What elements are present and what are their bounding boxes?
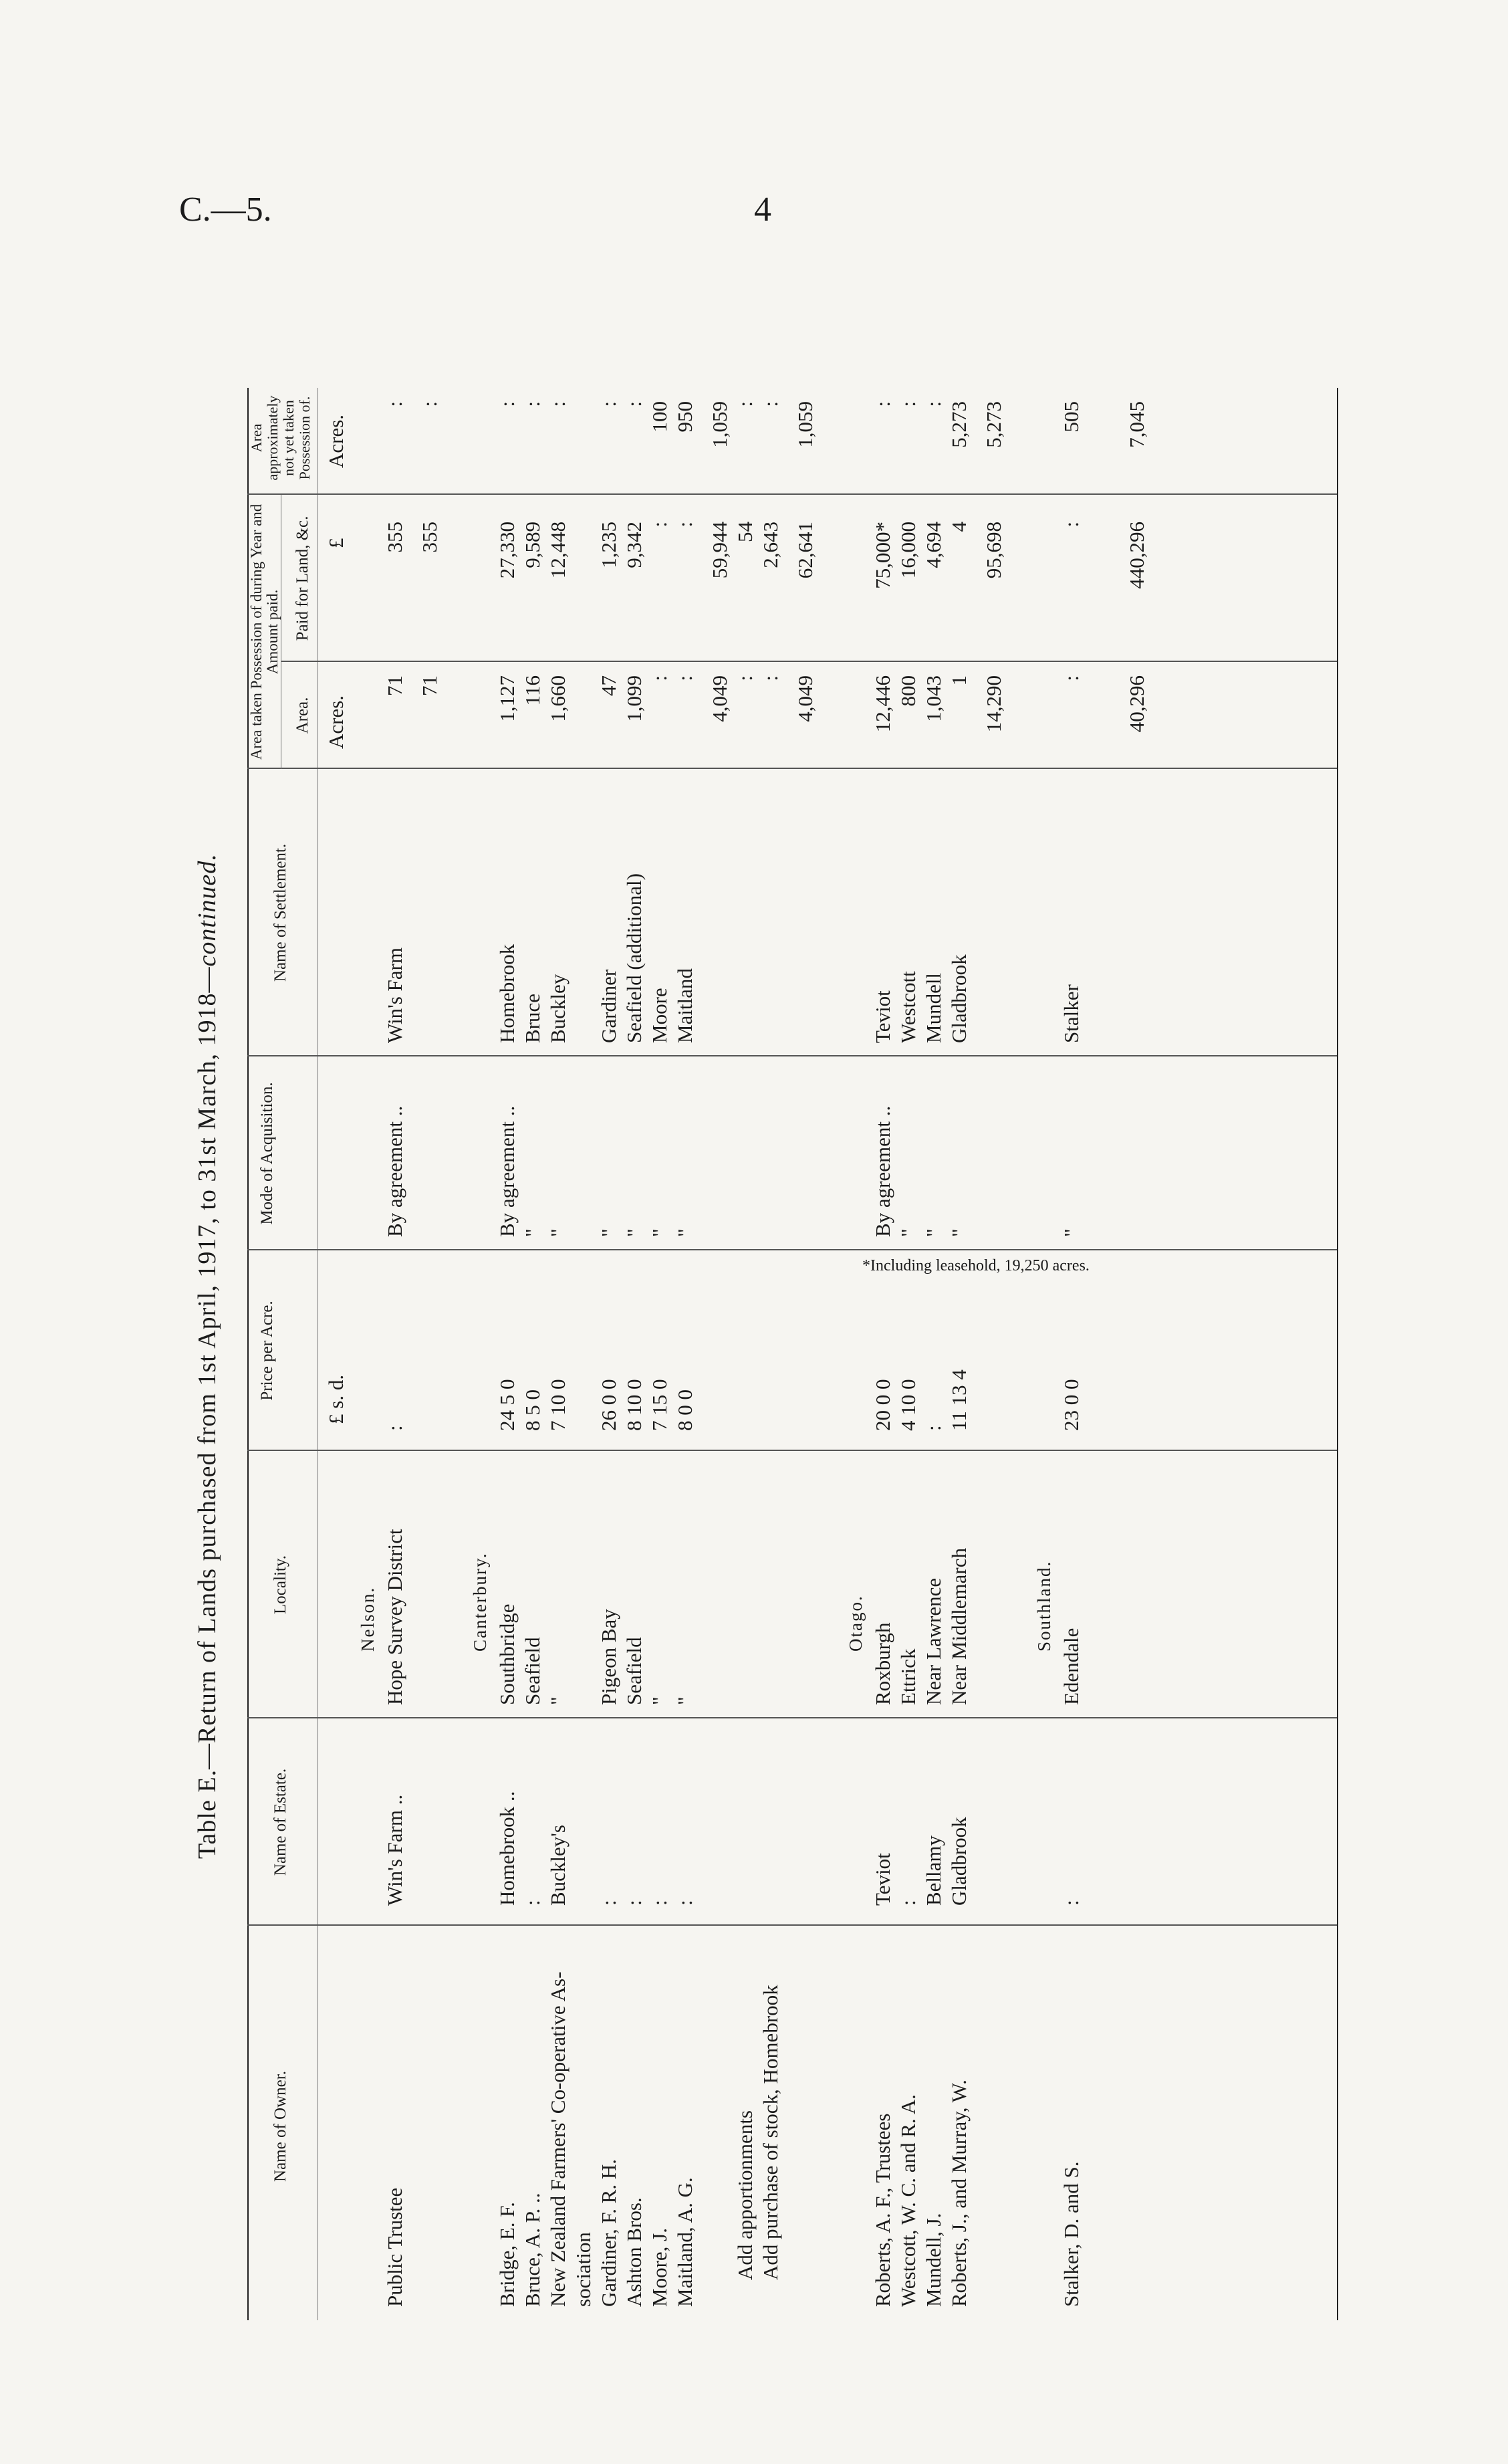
header-locality: Locality.	[271, 1555, 289, 1614]
cell-estate: Buckley's	[546, 1825, 570, 1906]
table-row	[622, 254, 646, 2394]
cell-paid: 1,235	[597, 522, 620, 568]
header-paid: Paid for Land, &c.	[293, 516, 311, 641]
cell-remaining: 100	[648, 401, 671, 433]
cell-locality: Seafield	[521, 1637, 544, 1705]
cell-price: 8 10 0	[622, 1379, 646, 1431]
grand-total-row-remaining: 7,045	[1125, 401, 1148, 448]
adjustment-paid: 2,643	[759, 522, 782, 568]
table-row	[922, 254, 946, 2394]
cell-mode: "	[673, 1228, 697, 1237]
cell-area: 12,446	[871, 675, 894, 733]
cell-owner: Roberts, A. F., Trustees	[871, 2113, 894, 2307]
cell-remaining: :	[896, 401, 920, 407]
cell-settlement: Teviot	[871, 990, 894, 1043]
cell-locality: Seafield	[622, 1637, 646, 1705]
grand-total-row-area: 40,296	[1125, 675, 1148, 733]
cell-owner: Roberts, J., and Murray, W.	[947, 2080, 971, 2307]
cell-price: :	[383, 1425, 406, 1431]
table-row	[1059, 254, 1084, 2394]
rule-bottom	[1337, 388, 1338, 2320]
cell-remaining: :	[383, 401, 406, 407]
cell-owner: Stalker, D. and S.	[1059, 2161, 1083, 2307]
cell-estate: Homebrook ..	[495, 1791, 519, 1906]
cell-paid: 9,589	[521, 522, 544, 568]
cell-mode: "	[648, 1228, 671, 1237]
cell-remaining: 505	[1059, 401, 1083, 433]
cell-estate: Teviot	[871, 1853, 894, 1906]
cell-mode: By agreement ..	[871, 1105, 894, 1237]
header-area: Area.	[293, 697, 311, 734]
subtotal-row-remaining: 1,059	[708, 401, 731, 448]
cell-remaining: :	[922, 401, 945, 407]
cell-settlement: Westcott	[896, 971, 920, 1043]
grand-total-row	[1125, 254, 1149, 2394]
header-mode: Mode of Acquisition.	[258, 1082, 276, 1225]
cell-mode: "	[622, 1228, 646, 1237]
cell-remaining: :	[597, 401, 620, 407]
cell-price: 8 5 0	[521, 1389, 544, 1431]
table-row	[896, 254, 920, 2394]
cell-price: 7 10 0	[546, 1379, 570, 1431]
col-divider-5	[247, 1055, 1337, 1056]
unit-paid: £	[324, 538, 348, 548]
cell-estate: :	[1059, 1900, 1083, 1906]
page-reference: C.—5.	[179, 191, 272, 229]
cell-locality: Near Middlemarch	[947, 1548, 971, 1705]
cell-owner: Gardiner, F. R. H.	[597, 2159, 620, 2307]
cell-locality: Edendale	[1059, 1628, 1083, 1705]
cell-locality: "	[673, 1696, 697, 1705]
cell-settlement: Win's Farm	[383, 947, 406, 1043]
rotated-table	[174, 254, 1364, 2394]
cell-owner: Bridge, E. F.	[495, 2202, 519, 2307]
cell-paid: 16,000	[896, 522, 920, 579]
cell-locality: Pigeon Bay	[597, 1609, 620, 1705]
cell-remaining: 5,273	[947, 401, 971, 448]
cell-paid: :	[648, 522, 671, 528]
cell-locality: Near Lawrence	[922, 1577, 945, 1705]
cell-paid: 4	[947, 522, 971, 532]
cell-remaining: :	[521, 401, 544, 407]
cell-mode: "	[947, 1228, 971, 1237]
cell-settlement: Mundell	[922, 972, 945, 1043]
cell-estate: :	[896, 1900, 920, 1906]
cell-mode: "	[546, 1228, 570, 1237]
cell-settlement: Stalker	[1059, 984, 1083, 1043]
cell-estate: :	[648, 1900, 671, 1906]
cell-settlement: Homebrook	[495, 943, 519, 1043]
cell-mode: "	[521, 1228, 544, 1237]
section-total-row	[418, 254, 442, 2394]
table-row	[871, 254, 895, 2394]
cell-paid: 12,448	[546, 522, 570, 579]
cell-price: 8 0 0	[673, 1389, 697, 1431]
cell-locality: "	[648, 1696, 671, 1705]
col-divider-8	[247, 493, 1337, 495]
cell-area: 1,043	[922, 675, 945, 722]
subtotal-row-paid: 59,944	[708, 522, 731, 579]
col-divider-3	[247, 1450, 1337, 1451]
header-owner: Name of Owner.	[271, 2071, 289, 2182]
table-title	[193, 853, 222, 1859]
cell-mode: "	[1059, 1228, 1083, 1237]
section-heading: Canterbury.	[470, 1552, 490, 1652]
section-total-row-area: 14,290	[982, 675, 1005, 733]
cell-locality: "	[546, 1696, 570, 1705]
unit-area: Acres.	[324, 695, 348, 749]
section-heading: Nelson.	[358, 1586, 378, 1652]
cell-settlement: Buckley	[546, 974, 570, 1043]
table-row	[546, 254, 570, 2394]
footnote: *Including leasehold, 19,250 acres.	[862, 1257, 1090, 1274]
cell-remaining: 950	[673, 401, 697, 433]
cell-paid: 27,330	[495, 522, 519, 579]
header-estate: Name of Estate.	[271, 1768, 289, 1876]
adjustment-paid: 54	[733, 522, 757, 542]
cell-price: 7 15 0	[648, 1379, 671, 1431]
cell-area: :	[1059, 675, 1083, 681]
adjustment-remaining: :	[759, 401, 782, 407]
cell-price: :	[922, 1425, 945, 1431]
cell-estate: Gladbrook	[947, 1817, 971, 1906]
adjustment-label: Add apportionments	[733, 2110, 757, 2280]
col-divider-6	[247, 768, 1337, 769]
section-heading: Otago.	[846, 1595, 866, 1652]
cell-settlement: Bruce	[521, 993, 544, 1043]
section-total-row-remaining: 1,059	[793, 401, 817, 448]
cell-locality: Ettrick	[896, 1648, 920, 1705]
section-total-row-area: 71	[418, 675, 441, 696]
cell-price: 11 13 4	[947, 1369, 971, 1431]
cell-settlement: Maitland	[673, 968, 697, 1043]
cell-owner: Ashton Bros.	[622, 2197, 646, 2307]
header-remaining: Area approximately not yet taken Possession of.	[248, 395, 313, 481]
adjustment-row	[759, 254, 783, 2394]
cell-area: 71	[383, 675, 406, 696]
cell-area: 47	[597, 675, 620, 696]
cell-price: 23 0 0	[1059, 1379, 1083, 1431]
col-divider-2	[247, 1717, 1337, 1718]
table-row	[597, 254, 621, 2394]
cell-remaining: :	[871, 401, 894, 407]
section-total-row-area: 4,049	[793, 675, 817, 722]
col-divider-1	[247, 1924, 1337, 1926]
adjustment-label: Add purchase of stock, Homebrook	[759, 1985, 782, 2280]
cell-settlement: Moore	[648, 988, 671, 1043]
cell-paid: 4,694	[922, 522, 945, 568]
cell-mode: "	[597, 1228, 620, 1237]
cell-estate: :	[597, 1900, 620, 1906]
section-total-row-remaining: 5,273	[982, 401, 1005, 448]
cell-mode: "	[922, 1228, 945, 1237]
cell-settlement: Gladbrook	[947, 954, 971, 1043]
table-row	[648, 254, 672, 2394]
cell-settlement: Gardiner	[597, 969, 620, 1043]
subtotal-row-area: 4,049	[708, 675, 731, 722]
adjustment-area: :	[733, 675, 757, 681]
cell-paid: 355	[383, 522, 406, 553]
cell-mode: "	[896, 1228, 920, 1237]
cell-owner: Public Trustee	[383, 2187, 406, 2307]
cell-locality: Roxburgh	[871, 1622, 894, 1705]
adjustment-remaining: :	[733, 401, 757, 407]
cell-area: :	[673, 675, 697, 681]
section-total-row-paid: 355	[418, 522, 441, 553]
cell-price: 20 0 0	[871, 1379, 894, 1431]
cell-owner: Bruce, A. P. ..	[521, 2193, 544, 2307]
cell-paid: :	[1059, 522, 1083, 528]
adjustment-row	[733, 254, 757, 2394]
cell-owner: Moore, J.	[648, 2228, 671, 2307]
cell-area: 1,099	[622, 675, 646, 722]
cell-area: 1,127	[495, 675, 519, 722]
cell-area: 1	[947, 675, 971, 686]
cell-remaining: :	[546, 401, 570, 407]
header-taken-group: Area taken Possession of during Year and Amount paid.	[248, 503, 281, 760]
adjustment-area: :	[759, 675, 782, 681]
unit-price: £ s. d.	[324, 1374, 348, 1424]
section-heading: Southland.	[1034, 1560, 1054, 1652]
section-total-row-remaining: :	[418, 401, 441, 407]
cell-estate: :	[673, 1900, 697, 1906]
section-total-row-paid: 62,641	[793, 522, 817, 579]
table-row	[947, 254, 971, 2394]
cell-estate: :	[622, 1900, 646, 1906]
header-price: Price per Acre.	[258, 1301, 276, 1401]
cell-area: :	[648, 675, 671, 681]
cell-locality: Southbridge	[495, 1603, 519, 1705]
subtotal-row	[708, 254, 732, 2394]
cell-estate: Win's Farm ..	[383, 1794, 406, 1906]
section-total-row-paid: 95,698	[982, 522, 1005, 579]
cell-owner: Maitland, A. G.	[673, 2177, 697, 2307]
cell-owner: Mundell, J.	[922, 2213, 945, 2307]
section-total-row	[793, 254, 818, 2394]
cell-owner: sociation	[572, 2232, 595, 2307]
cell-area: 800	[896, 675, 920, 707]
cell-locality: Hope Survey District	[383, 1529, 406, 1705]
cell-remaining: :	[622, 401, 646, 407]
cell-price: 4 10 0	[896, 1379, 920, 1431]
cell-paid: 9,342	[622, 522, 646, 568]
cell-owner: New Zealand Farmers' Co-operative As-	[546, 1971, 570, 2307]
section-total-row	[982, 254, 1006, 2394]
cell-mode: By agreement ..	[495, 1105, 519, 1237]
cell-remaining: :	[495, 401, 519, 407]
grand-total-row-paid: 440,296	[1125, 522, 1148, 589]
cell-settlement: Seafield (additional)	[622, 873, 646, 1043]
table-title-main: Table E.—Return of Lands purchased from 1st April, 1917, to 31st March, 1918—	[193, 966, 221, 1859]
cell-price: 26 0 0	[597, 1379, 620, 1431]
cell-owner: Westcott, W. C. and R. A.	[896, 2094, 920, 2307]
cell-paid: 75,000*	[871, 522, 894, 589]
unit-remaining: Acres.	[324, 414, 348, 468]
cell-estate: Bellamy	[922, 1835, 945, 1906]
cell-estate: :	[521, 1900, 544, 1906]
cell-mode: By agreement ..	[383, 1105, 406, 1237]
cell-area: 116	[521, 675, 544, 706]
units-row	[324, 254, 348, 2394]
cell-price: 24 5 0	[495, 1379, 519, 1431]
table-row	[383, 254, 407, 2394]
table-row	[673, 254, 697, 2394]
cell-paid: :	[673, 522, 697, 528]
cell-area: 1,660	[546, 675, 570, 722]
table-row	[495, 254, 519, 2394]
header-settlement: Name of Settlement.	[271, 843, 289, 982]
page-number: 4	[754, 191, 771, 229]
table-row	[521, 254, 545, 2394]
col-divider-4	[247, 1249, 1337, 1250]
table-row	[572, 254, 596, 2394]
table-title-italic: continued.	[193, 853, 221, 967]
